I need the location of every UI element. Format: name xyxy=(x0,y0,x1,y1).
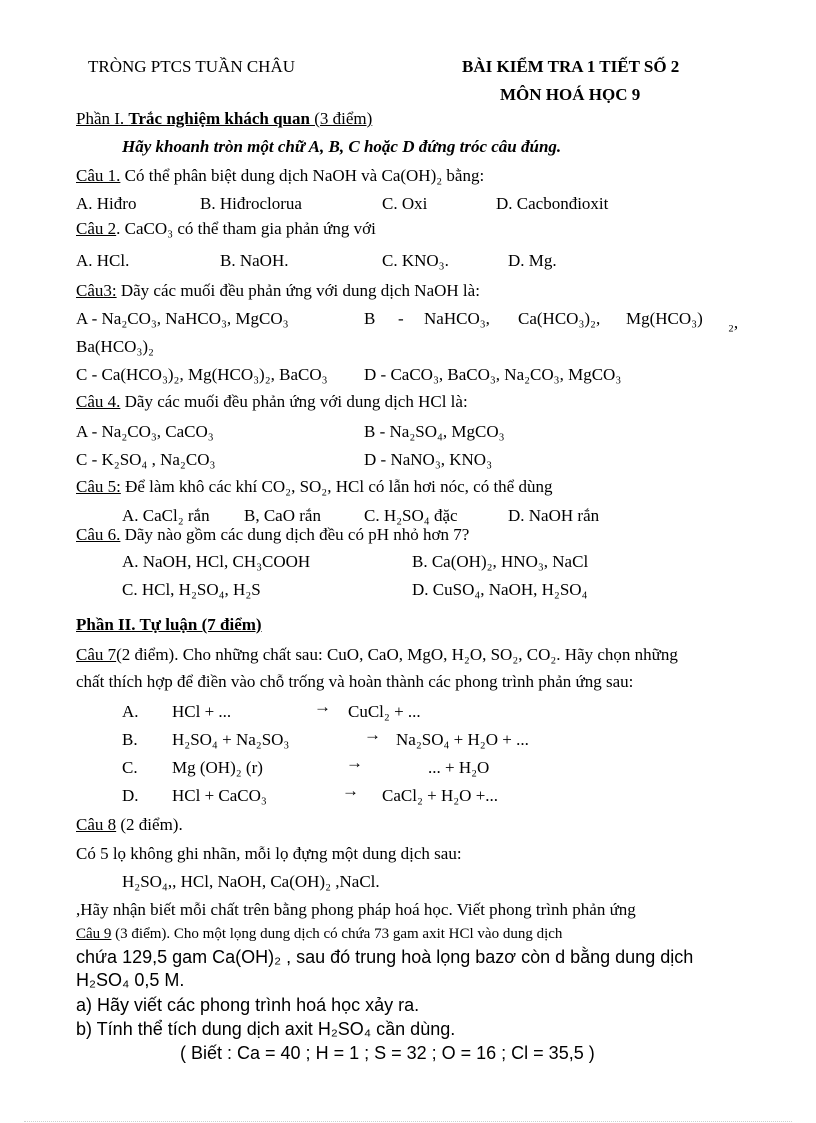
question-7-line2: chất thích hợp để điền vào chỗ trống và hoàn thành các phong trình phản ứng sau: xyxy=(76,672,634,691)
question-9-part-a: a) Hãy viết các phong trình hoá học xảy ra. xyxy=(76,995,420,1015)
q7-row-c-arrow: → xyxy=(346,753,363,772)
q4-option-d: D - NaNO₃, KNO₃ xyxy=(364,450,492,469)
question-6: Câu 6. Dãy nào gồm các dung dịch đều có pH nhỏ hơn 7? xyxy=(76,525,470,544)
question-9-part-b: b) Tính thể tích dung dịch axit H₂SO₄ cần dùng. xyxy=(76,1019,456,1039)
q4-option-b: B - Na₂SO₄, MgCO₃ xyxy=(364,422,505,441)
q6-option-a: A. NaOH, HCl, CH₃COOH xyxy=(122,552,311,571)
q5-option-c: C. H₂SO₄ đặc xyxy=(364,506,458,525)
q7-row-b-arrow: → xyxy=(364,725,381,744)
q3-option-c: C - Ca(HCO₃)₂, Mg(HCO₃)₂, BaCO₃ xyxy=(76,365,328,384)
q3-option-b-item3: Mg(HCO₃) xyxy=(626,309,703,328)
question-7: Câu 7(2 điểm). Cho những chất sau: CuO, CaO, MgO, H₂O, SO₂, CO₂. Hãy chọn những xyxy=(76,645,678,664)
school-name: TRÒNG PTCS TUẦN CHÂU xyxy=(88,57,296,76)
q7-row-a-products: CuCl₂ + ... xyxy=(348,702,421,721)
part2-heading: Phần II. Tự luận (7 điểm) xyxy=(76,615,262,634)
q7-row-c-reactants: Mg (OH)₂ (r) xyxy=(172,758,263,777)
question-8-line2: H₂SO₄,, HCl, NaOH, Ca(OH)₂ ,NaCl. xyxy=(122,872,380,891)
question-5: Câu 5: Để làm khô các khí CO₂, SO₂, HCl có lẫn hơi nóc, có thể dùng xyxy=(76,477,553,496)
part1-instruction: Hãy khoanh tròn một chữ A, B, C hoặc D đứng tróc câu đúng. xyxy=(122,137,562,156)
q1-option-b: B. Hiđroclorua xyxy=(200,194,302,213)
question-9-line3: H₂SO₄ 0,5 M. xyxy=(76,970,185,990)
q3-option-b-item3-suffix: ₂, xyxy=(728,313,739,332)
q7-row-b-products: Na₂SO₄ + H₂O + ... xyxy=(396,730,529,749)
q1-option-a: A. Hiđro xyxy=(76,194,137,213)
q2-option-b: B. NaOH. xyxy=(220,251,289,270)
q3-option-d: D - CaCO₃, BaCO₃, Na₂CO₃, MgCO₃ xyxy=(364,365,622,384)
question-9: Câu 9 (3 điểm). Cho một lọng dung dịch có chứa 73 gam axit HCl vào dung dịch xyxy=(76,926,563,942)
q6-option-d: D. CuSO₄, NaOH, H₂SO₄ xyxy=(412,580,588,599)
q7-row-d-letter: D. xyxy=(122,786,139,805)
q7-row-b-reactants: H₂SO₄ + Na₂SO₃ xyxy=(172,730,290,749)
q6-option-b: B. Ca(OH)₂, HNO₃, NaCl xyxy=(412,552,589,571)
q7-row-a-arrow: → xyxy=(314,697,331,716)
atomic-mass-note: ( Biết : Ca = 40 ; H = 1 ; S = 32 ; O = 16 ; Cl = 35,5 ) xyxy=(180,1043,595,1063)
q1-option-d: D. Cacbonđioxit xyxy=(496,194,609,213)
question-4: Câu 4. Dãy các muối đều phản ứng với dung dịch HCl là: xyxy=(76,392,468,411)
q2-option-d: D. Mg. xyxy=(508,251,557,270)
q3-option-b-item2: Ca(HCO₃)₂, xyxy=(518,309,601,328)
q7-row-d-products: CaCl₂ + H₂O +... xyxy=(382,786,499,805)
q7-row-d-arrow: → xyxy=(342,781,359,800)
q7-row-b-letter: B. xyxy=(122,730,138,749)
question-8-line3: ,Hãy nhận biết mỗi chất trên bằng phong pháp hoá học. Viết phong trình phản ứng xyxy=(76,900,636,919)
test-title: BÀI KIỂM TRA 1 TIẾT SỐ 2 xyxy=(462,57,680,76)
question-8-line1: Có 5 lọ không ghi nhãn, mỗi lọ đựng một dung dịch sau: xyxy=(76,844,462,863)
q6-option-c: C. HCl, H₂SO₄, H₂S xyxy=(122,580,261,599)
q7-row-d-reactants: HCl + CaCO₃ xyxy=(172,786,267,805)
part1-heading: Phần I. Trắc nghiệm khách quan (3 điểm) xyxy=(76,109,373,128)
q5-option-a: A. CaCl₂ rắn xyxy=(122,506,210,525)
q3-option-b-dash: - xyxy=(398,309,404,328)
page-bottom-divider xyxy=(24,1121,792,1122)
q3-option-b-item1: NaHCO₃, xyxy=(424,309,490,328)
q7-row-a-letter: A. xyxy=(122,702,139,721)
question-1: Câu 1. Có thể phân biệt dung dịch NaOH và Ca(OH)₂ bằng: xyxy=(76,166,485,185)
question-9-line2: chứa 129,5 gam Ca(OH)₂ , sau đó trung hoà lọng bazơ còn d bằng dung dịch xyxy=(76,947,694,967)
q7-row-c-products: ... + H₂O xyxy=(428,758,490,777)
question-2: Câu 2. CaCO₃ có thể tham gia phản ứng với xyxy=(76,219,376,238)
q5-option-b: B, CaO rắn xyxy=(244,506,321,525)
q2-option-c: C. KNO₃. xyxy=(382,251,449,270)
subject-title: MÔN HOÁ HỌC 9 xyxy=(500,85,641,104)
q3-option-b-continued: Ba(HCO₃)₂ xyxy=(76,337,154,356)
q4-option-a: A - Na₂CO₃, CaCO₃ xyxy=(76,422,214,441)
q4-option-c: C - K₂SO₄ , Na₂CO₃ xyxy=(76,450,216,469)
q1-option-c: C. Oxi xyxy=(382,194,428,213)
q2-option-a: A. HCl. xyxy=(76,251,130,270)
question-8: Câu 8 (2 điểm). xyxy=(76,815,183,834)
q5-option-d: D. NaOH rắn xyxy=(508,506,600,525)
q7-row-c-letter: C. xyxy=(122,758,138,777)
question-3: Câu3: Dãy các muối đều phản ứng với dung dịch NaOH là: xyxy=(76,281,480,300)
q3-option-b-label: B xyxy=(364,309,376,328)
q7-row-a-reactants: HCl + ... xyxy=(172,702,232,721)
q3-option-a: A - Na₂CO₃, NaHCO₃, MgCO₃ xyxy=(76,309,289,328)
